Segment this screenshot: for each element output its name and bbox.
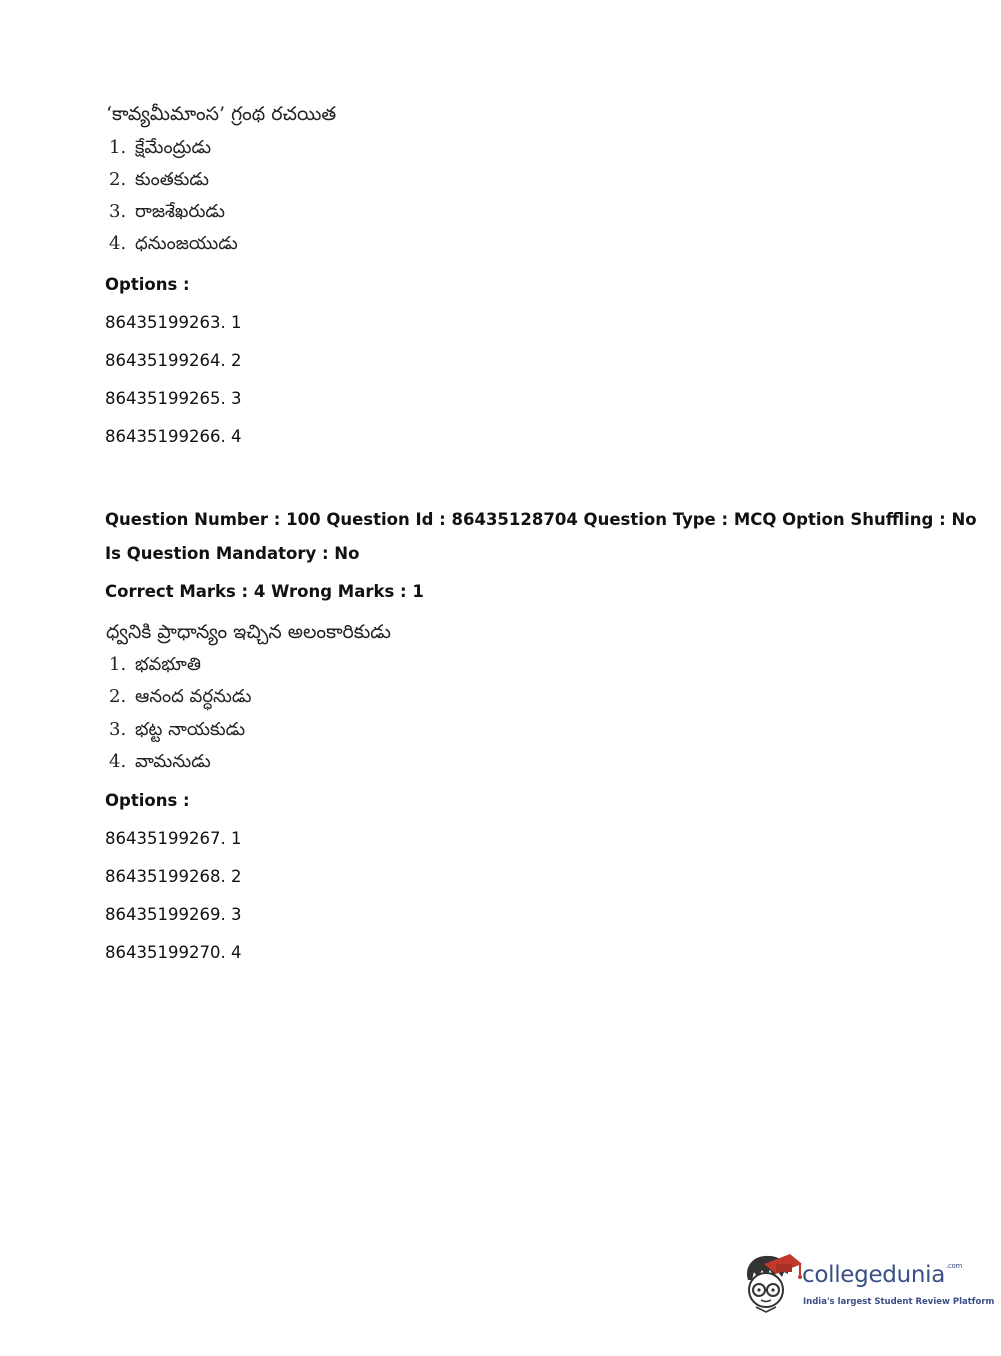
logo-wordmark [802, 1262, 962, 1288]
question-99-choice-2 [109, 169, 209, 194]
question-99-option-1: 86435199263. 1 [105, 313, 242, 332]
question-100-option-2: 86435199268. 2 [105, 867, 242, 886]
mascot-icon [742, 1250, 804, 1316]
question-100-choice-4 [109, 751, 211, 776]
choice-number: 3. [109, 201, 127, 222]
choice-text: రాజశేఖరుడు [135, 201, 225, 222]
question-100-marks: Correct Marks : 4 Wrong Marks : 1 [105, 582, 424, 601]
question-99-option-4: 86435199266. 4 [105, 427, 242, 446]
question-100-choice-3 [109, 719, 245, 744]
logo-suffix: .com [946, 1262, 963, 1270]
logo-tagline: India's largest Student Review Platform [803, 1297, 995, 1307]
choice-number: 1. [109, 137, 127, 158]
question-100-text: ధ్వనికి ప్రాధాన్యం ఇచ్చిన అలంకారికుడు [106, 621, 391, 643]
question-100-option-1: 86435199267. 1 [105, 829, 242, 848]
choice-text: ఆనంద వర్ధనుడు [135, 686, 252, 707]
question-100-option-4: 86435199270. 4 [105, 943, 242, 962]
question-99-choice-4 [109, 233, 238, 258]
choice-number: 4. [109, 751, 127, 772]
choice-text: కుంతకుడు [135, 169, 209, 190]
logo-name: collegedunia [802, 1262, 946, 1288]
choice-text: భవభూతి [135, 654, 201, 675]
question-99-option-2: 86435199264. 2 [105, 351, 242, 370]
choice-text: ధనుంజయుడు [135, 233, 238, 254]
question-100-options-label: Options : [105, 791, 190, 810]
choice-number: 2. [109, 686, 127, 707]
choice-text: క్షేమేంద్రుడు [135, 137, 212, 158]
question-99-choice-3 [109, 201, 225, 226]
question-100-option-3: 86435199269. 3 [105, 905, 242, 924]
choice-number: 2. [109, 169, 127, 190]
question-100-header: Question Number : 100 Question Id : 86435128704 Question Type : MCQ Option Shuffling : No [105, 510, 977, 529]
question-99-choice-1 [109, 137, 211, 162]
choice-number: 4. [109, 233, 127, 254]
question-100-choice-2 [109, 686, 251, 711]
choice-text: భట్ట నాయకుడు [135, 719, 246, 740]
question-99-options-label: Options : [105, 275, 190, 294]
choice-number: 3. [109, 719, 127, 740]
question-100-choice-1 [109, 654, 201, 679]
choice-number: 1. [109, 654, 127, 675]
question-99-option-3: 86435199265. 3 [105, 389, 242, 408]
question-99-text: ‘కావ్యమీమాంస’ గ్రంథ రచయిత [106, 103, 337, 125]
collegedunia-logo [742, 1250, 995, 1316]
question-100-mandatory: Is Question Mandatory : No [105, 544, 360, 563]
choice-text: వామనుడు [135, 751, 211, 772]
